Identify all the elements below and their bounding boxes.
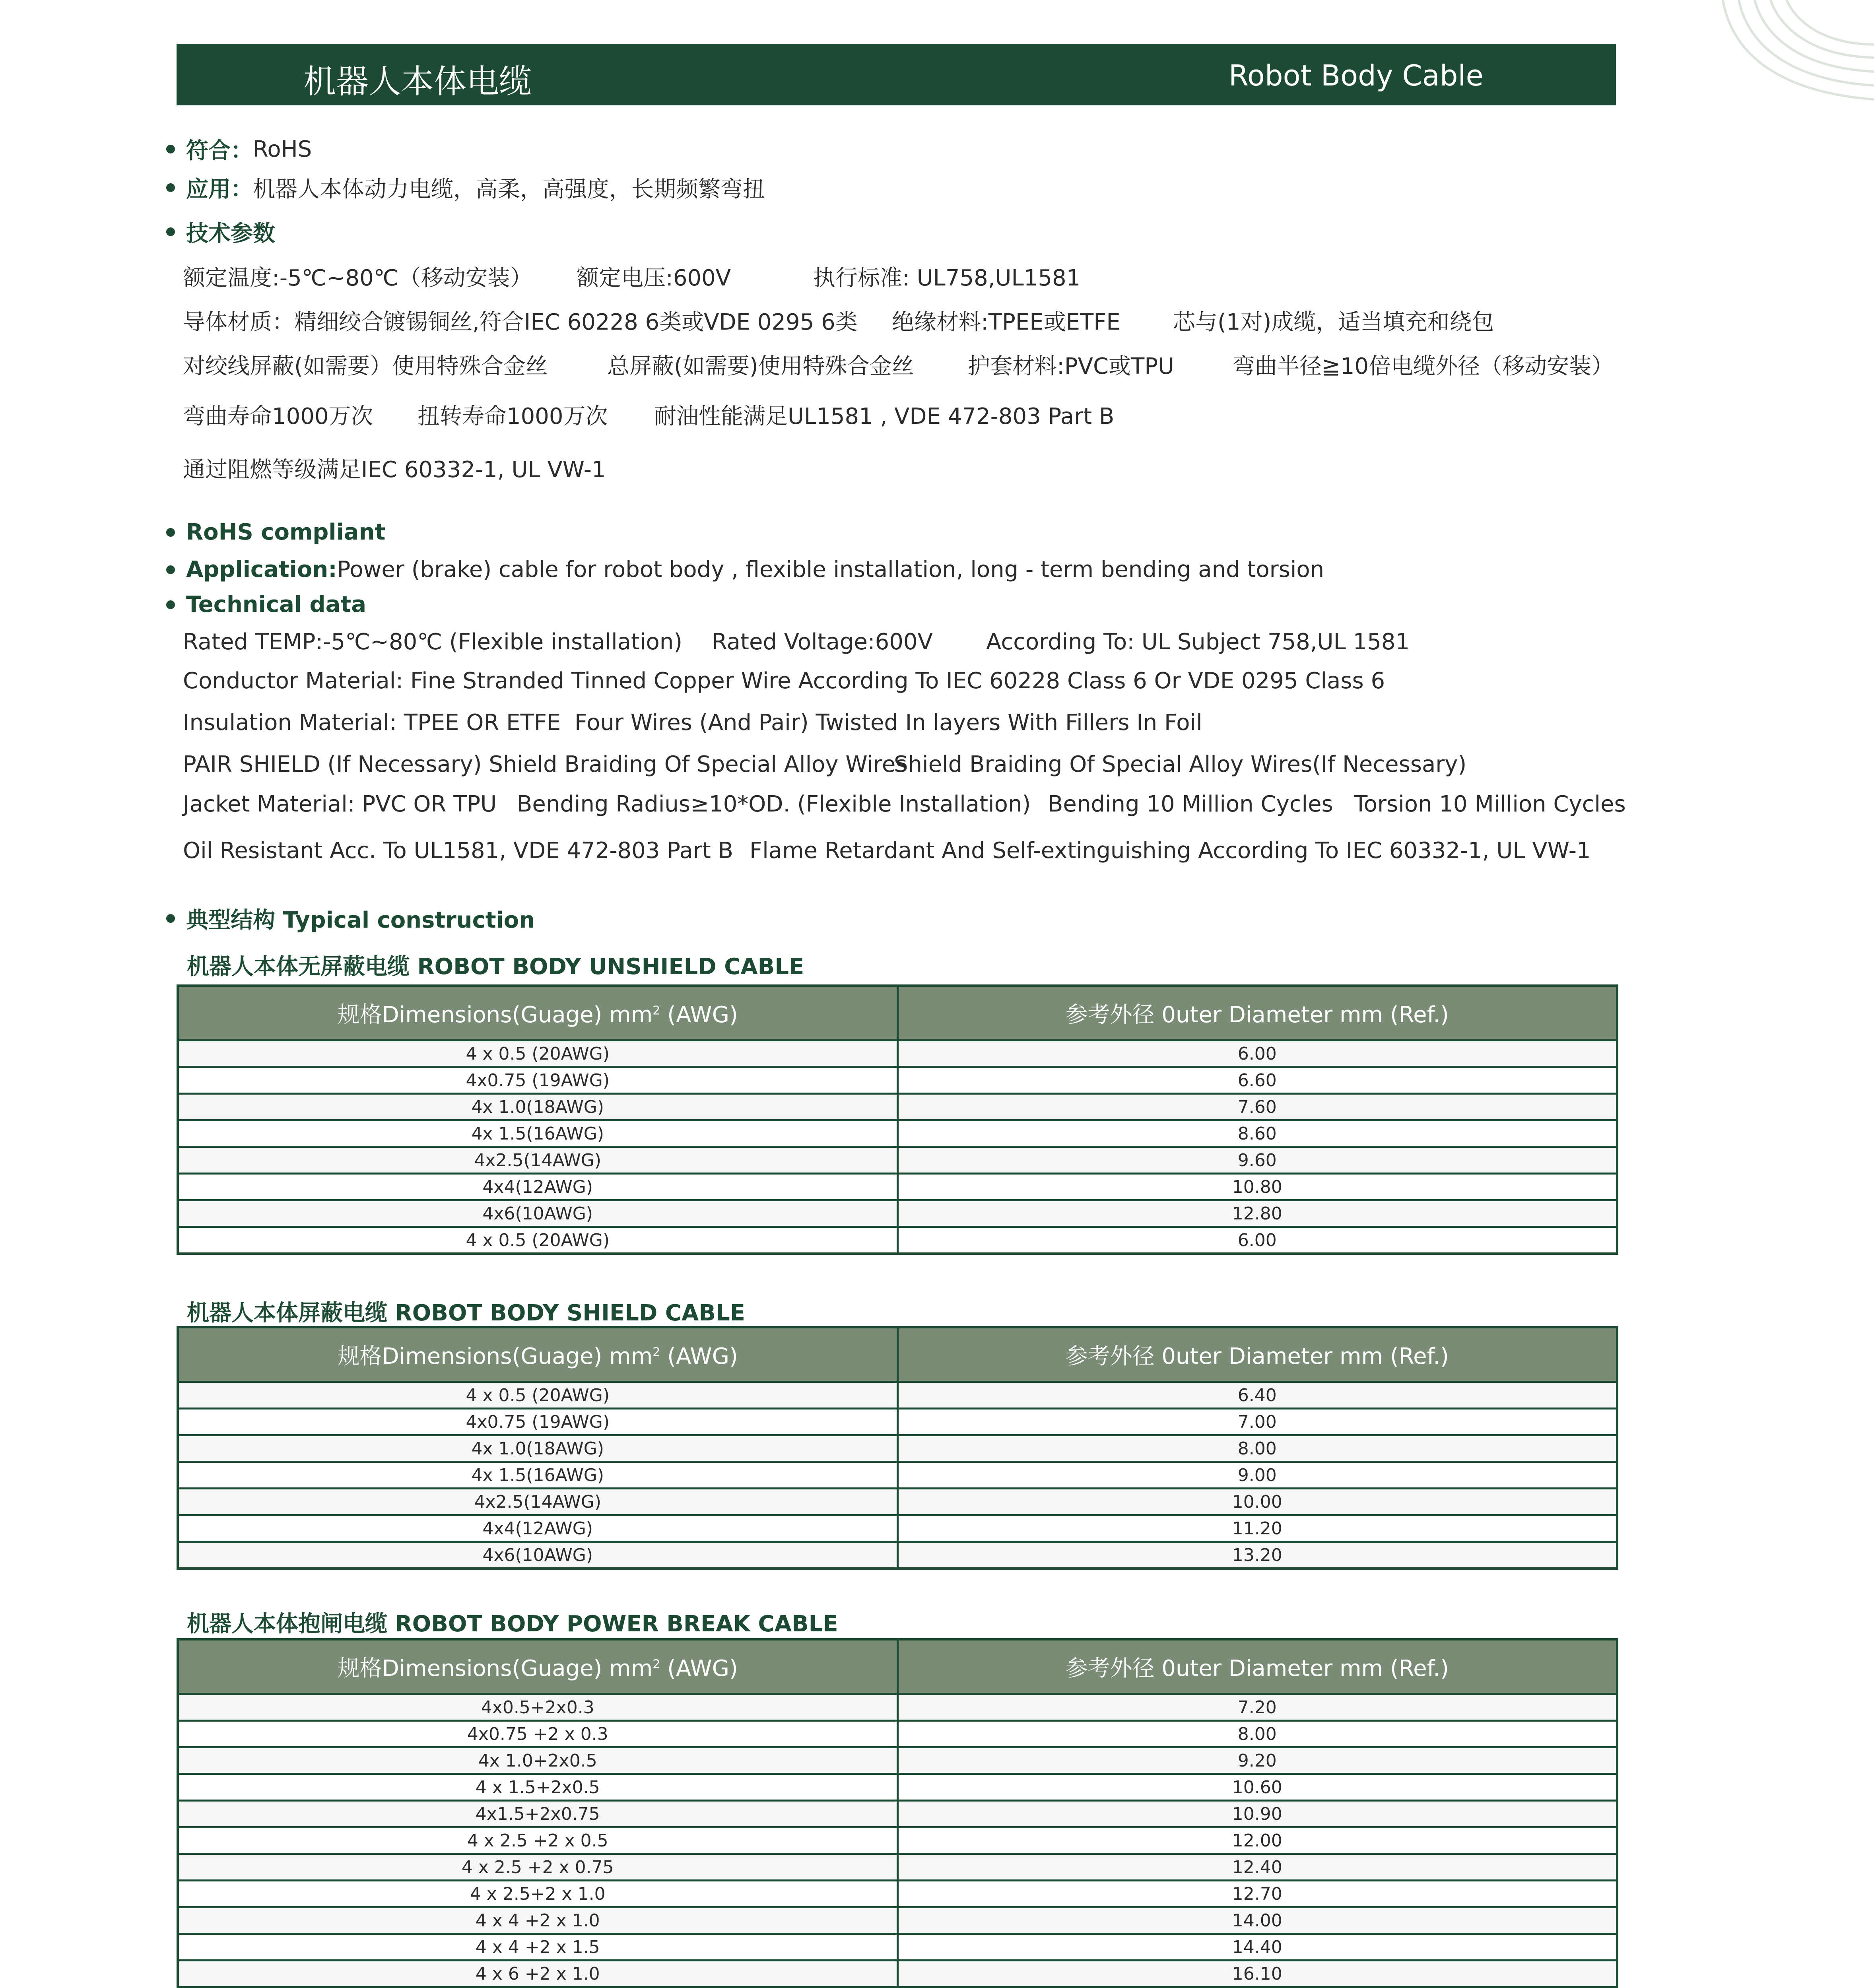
table-row: [178, 1827, 1617, 1854]
cell-outer-diameter: 6.40: [897, 1382, 1617, 1409]
bullet-dot-icon: [166, 528, 175, 537]
cell-outer-diameter: 6.60: [897, 1067, 1617, 1094]
cell-outer-diameter: 13.20: [897, 1542, 1617, 1569]
cell-dimensions: 4 x 2.5 +2 x 0.5: [178, 1827, 897, 1854]
table-row: [178, 1120, 1617, 1147]
table-row: [178, 1174, 1617, 1200]
cell-dimensions: 4 x 0.5 (20AWG): [178, 1227, 897, 1254]
bullet-dot-icon: [166, 600, 175, 609]
cn-line-3-a: 对绞线屏蔽(如需要）使用特殊合金丝: [183, 353, 548, 379]
en-line-4-a: PAIR SHIELD (If Necessary) Shield Braiding Of Special Alloy Wires: [183, 751, 907, 777]
en-line-1-b: Rated Voltage:600V: [712, 629, 933, 655]
cell-dimensions: 4x4(12AWG): [178, 1174, 897, 1200]
cell-dimensions: 4x 1.5(16AWG): [178, 1120, 897, 1147]
bullet-dot-icon: [166, 183, 175, 192]
cn-line-2-a: 导体材质：精细绞合镀锡铜丝,符合IEC 60228 6类或VDE 0295 6类: [183, 309, 858, 335]
bullet-label: Application:: [186, 557, 337, 582]
bullet-application-en: [166, 557, 1324, 582]
cell-outer-diameter: 12.40: [897, 1854, 1617, 1881]
bullet-application-cn: [166, 172, 765, 204]
cell-outer-diameter: 16.10: [897, 1961, 1617, 1987]
cell-outer-diameter: 7.60: [897, 1094, 1617, 1120]
cell-outer-diameter: 7.00: [897, 1409, 1617, 1435]
cell-outer-diameter: 12.80: [897, 1200, 1617, 1227]
table-row: [178, 1721, 1617, 1747]
table-row: [178, 1462, 1617, 1489]
bullet-rohs-en: [166, 519, 385, 545]
spec-table-unshield: [177, 984, 1618, 1255]
table-row: [178, 1067, 1617, 1094]
table-row: [178, 1382, 1617, 1409]
bullet-label: Technical data: [186, 592, 366, 617]
spec-table-shield: [177, 1326, 1618, 1570]
cn-line-1-a: 额定温度:-5℃~80℃（移动安装）: [183, 265, 532, 291]
cell-outer-diameter: 11.20: [897, 1515, 1617, 1542]
cell-outer-diameter: 8.60: [897, 1120, 1617, 1147]
table-row: [178, 1041, 1617, 1067]
cell-outer-diameter: 10.80: [897, 1174, 1617, 1200]
cell-dimensions: 4x2.5(14AWG): [178, 1489, 897, 1515]
cell-outer-diameter: 6.00: [897, 1227, 1617, 1254]
cell-outer-diameter: 6.00: [897, 1041, 1617, 1067]
cn-line-4-b: 扭转寿命1000万次: [418, 404, 608, 429]
cell-outer-diameter: 8.00: [897, 1435, 1617, 1462]
cn-line-1-b: 额定电压:600V: [577, 265, 731, 291]
cell-dimensions: 4x0.75 +2 x 0.3: [178, 1721, 897, 1747]
bullet-tech-data-en: [166, 592, 366, 617]
table-title-unshield: 机器人本体无屏蔽电缆 ROBOT BODY UNSHIELD CABLE: [187, 954, 804, 980]
bullet-label: 典型结构 Typical construction: [186, 907, 535, 933]
decorative-arc-icon: [1707, 0, 1874, 103]
bullet-label: 符合：: [186, 138, 253, 164]
bullet-value: 机器人本体动力电缆，高柔，高强度，长期频繁弯扭: [253, 177, 765, 202]
table-title-shield: 机器人本体屏蔽电缆 ROBOT BODY SHIELD CABLE: [187, 1300, 745, 1326]
cell-dimensions: 4x4(12AWG): [178, 1515, 897, 1542]
cell-dimensions: 4x1.5+2x0.75: [178, 1801, 897, 1827]
table-row: [178, 1774, 1617, 1801]
cell-outer-diameter: 9.20: [897, 1747, 1617, 1774]
cn-line-3-b: 总屏蔽(如需要)使用特殊合金丝: [607, 353, 914, 379]
cn-line-3-c: 护套材料:PVC或TPU: [968, 353, 1175, 379]
cell-outer-diameter: 9.60: [897, 1147, 1617, 1174]
table-row: [178, 1854, 1617, 1881]
en-line-5-c: Bending 10 Million Cycles: [1048, 791, 1333, 817]
cell-dimensions: 4x 1.0(18AWG): [178, 1435, 897, 1462]
column-header-diameter: 参考外径 0uter Diameter mm (Ref.): [897, 986, 1617, 1041]
column-header-dimensions: 规格Dimensions(Guage) $mm^2$ (AWG): [178, 1327, 897, 1382]
en-line-4-b: Shield Braiding Of Special Alloy Wires(If Necessary): [894, 751, 1467, 777]
table-row: [178, 1881, 1617, 1907]
title-cn: 机器人本体电缆: [303, 63, 532, 101]
table-row: [178, 1435, 1617, 1462]
title-en: Robot Body Cable: [1229, 59, 1484, 92]
table-row: [178, 1147, 1617, 1174]
bullet-dot-icon: [166, 145, 175, 153]
cell-outer-diameter: 14.00: [897, 1907, 1617, 1934]
cell-dimensions: 4 x 2.5 +2 x 0.75: [178, 1854, 897, 1881]
en-line-2-a: Conductor Material: Fine Stranded Tinned Copper Wire According To IEC 60228 Class 6 Or VDE 0295 Class 6: [183, 668, 1385, 694]
bullet-typical-construction: [166, 903, 535, 934]
en-line-5-a: Jacket Material: PVC OR TPU: [183, 791, 497, 817]
cell-outer-diameter: 12.00: [897, 1827, 1617, 1854]
cell-dimensions: 4x2.5(14AWG): [178, 1147, 897, 1174]
column-header-diameter: 参考外径 0uter Diameter mm (Ref.): [897, 1327, 1617, 1382]
cell-dimensions: 4x 1.0(18AWG): [178, 1094, 897, 1120]
cell-outer-diameter: 8.00: [897, 1721, 1617, 1747]
cell-dimensions: 4 x 4 +2 x 1.0: [178, 1907, 897, 1934]
en-line-6-b: Flame Retardant And Self-extinguishing According To IEC 60332-1, UL VW-1: [750, 838, 1591, 864]
cell-dimensions: 4x0.75 (19AWG): [178, 1409, 897, 1435]
cell-outer-diameter: 10.00: [897, 1489, 1617, 1515]
cell-outer-diameter: 7.20: [897, 1694, 1617, 1721]
cell-dimensions: 4x0.5+2x0.3: [178, 1694, 897, 1721]
cell-dimensions: 4x6(10AWG): [178, 1200, 897, 1227]
cell-dimensions: 4 x 0.5 (20AWG): [178, 1041, 897, 1067]
bullet-value: Power (brake) cable for robot body , flexible installation, long - term bending and torsion: [337, 557, 1324, 582]
cn-line-2-b: 绝缘材料:TPEE或ETFE: [892, 309, 1121, 335]
table-row: [178, 1227, 1617, 1254]
cn-line-3-d: 弯曲半径≧10倍电缆外径（移动安装）: [1233, 353, 1614, 379]
cell-outer-diameter: 9.00: [897, 1462, 1617, 1489]
cn-line-1-c: 执行标准: UL758,UL1581: [813, 265, 1081, 291]
bullet-rohs-cn: [166, 133, 312, 165]
bullet-dot-icon: [166, 565, 175, 574]
bullet-tech-params-cn: [166, 216, 275, 248]
cell-dimensions: 4 x 0.5 (20AWG): [178, 1382, 897, 1409]
bullet-label: RoHS compliant: [186, 519, 386, 545]
column-header-dimensions: 规格Dimensions(Guage) $mm^2$ (AWG): [178, 986, 897, 1041]
en-line-1-c: According To: UL Subject 758,UL 1581: [986, 629, 1410, 655]
cell-dimensions: 4x6(10AWG): [178, 1542, 897, 1569]
bullet-dot-icon: [166, 227, 175, 236]
table-row: [178, 1747, 1617, 1774]
table-row: [178, 1694, 1617, 1721]
bullet-label: 应用：: [186, 177, 253, 202]
column-header-diameter: 参考外径 0uter Diameter mm (Ref.): [897, 1639, 1617, 1694]
table-row: [178, 1200, 1617, 1227]
column-header-dimensions: 规格Dimensions(Guage) $mm^2$ (AWG): [178, 1639, 897, 1694]
cell-outer-diameter: 14.40: [897, 1934, 1617, 1961]
table-row: [178, 1489, 1617, 1515]
table-row: [178, 1961, 1617, 1987]
table-row: [178, 1542, 1617, 1569]
en-line-3-b: Four Wires (And Pair) Twisted In layers With Fillers In Foil: [575, 710, 1202, 736]
table-title-power-break: 机器人本体抱闸电缆 ROBOT BODY POWER BREAK CABLE: [187, 1611, 838, 1637]
table-row: [178, 1907, 1617, 1934]
en-line-1-a: Rated TEMP:-5℃~80℃ (Flexible installation): [183, 629, 683, 655]
cn-line-2-c: 芯与(1对)成缆，适当填充和绕包: [1173, 309, 1494, 335]
table-row: [178, 1801, 1617, 1827]
cell-dimensions: 4 x 2.5+2 x 1.0: [178, 1881, 897, 1907]
en-line-3-a: Insulation Material: TPEE OR ETFE: [183, 710, 561, 736]
table-row: [178, 1094, 1617, 1120]
cell-dimensions: 4x 1.5(16AWG): [178, 1462, 897, 1489]
bullet-dot-icon: [166, 914, 175, 923]
cell-dimensions: 4 x 4 +2 x 1.5: [178, 1934, 897, 1961]
cell-dimensions: 4 x 6 +2 x 1.0: [178, 1961, 897, 1987]
table-row: [178, 1934, 1617, 1961]
en-line-5-b: Bending Radius≥10*OD. (Flexible Installation): [517, 791, 1031, 817]
spec-table-power-break: [177, 1638, 1618, 1988]
bullet-value: RoHS: [253, 136, 312, 162]
en-line-5-d: Torsion 10 Million Cycles: [1354, 791, 1626, 817]
cn-line-4-c: 耐油性能满足UL1581 , VDE 472-803 Part B: [654, 404, 1115, 429]
cell-outer-diameter: 10.90: [897, 1801, 1617, 1827]
bullet-label: 技术参数: [186, 221, 275, 247]
cell-dimensions: 4x0.75 (19AWG): [178, 1067, 897, 1094]
cell-outer-diameter: 12.70: [897, 1881, 1617, 1907]
cell-outer-diameter: 10.60: [897, 1774, 1617, 1801]
cell-dimensions: 4x 1.0+2x0.5: [178, 1747, 897, 1774]
cn-line-4-a: 弯曲寿命1000万次: [183, 404, 373, 429]
en-line-6-a: Oil Resistant Acc. To UL1581, VDE 472-803 Part B: [183, 838, 734, 864]
cell-dimensions: 4 x 1.5+2x0.5: [178, 1774, 897, 1801]
table-row: [178, 1409, 1617, 1435]
cn-line-5-a: 通过阻燃等级满足IEC 60332-1, UL VW-1: [183, 457, 606, 483]
table-row: [178, 1515, 1617, 1542]
